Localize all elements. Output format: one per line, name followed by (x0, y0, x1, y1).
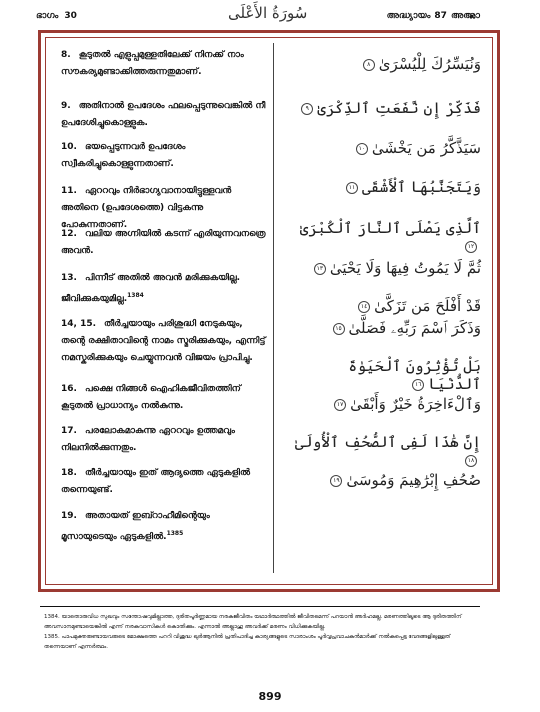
column-divider (273, 43, 274, 573)
arabic-verse-text: وَيَتَجَنَّبُهَا ٱلْأَشْقَى (361, 178, 481, 196)
verse-end-marker: ١٤ (358, 301, 370, 313)
content-frame (38, 30, 500, 592)
verse-end-marker: ١٦ (412, 379, 424, 391)
verse-end-marker: ١٣ (314, 263, 326, 275)
arabic-verse (291, 259, 481, 289)
footnote (44, 612, 480, 632)
arabic-verse (291, 219, 481, 249)
verse-text: അതിനാൽ ഉപദേശം ഫലപ്പെടുന്നുവെങ്കിൽ നീ ഉപദേശിച്ചുകൊള്ളുക. (61, 101, 266, 128)
part-indicator (36, 11, 83, 21)
verse-text: പിന്നീട് അതിൽ അവൻ മരിക്കുകയില്ല. ജീവിക്കുകയുമില്ല. (61, 273, 241, 304)
verse-text: വലിയ അഗ്നിയിൽ കടന്ന് എരിയുന്നവനത്രെ അവൻ. (61, 229, 266, 256)
arabic-verse-text: قَدْ أَفْلَحَ مَن تَزَكَّىٰ (374, 297, 481, 315)
chapter-indicator (383, 11, 480, 21)
verse-number: 14, 15. (61, 319, 97, 329)
arabic-verse (291, 99, 481, 129)
verse-translation (61, 98, 266, 132)
verse-translation (61, 226, 266, 260)
page-number: 899 (258, 690, 282, 703)
chapter-number: 87 (434, 11, 447, 21)
verse-end-marker: ١١ (346, 182, 358, 194)
arabic-verse-text: ثُمَّ لَا يَمُوتُ فِيهَا وَلَا يَحْيَىٰ (329, 259, 481, 277)
verse-number: 10. (61, 142, 77, 152)
verse-number: 12. (61, 229, 77, 239)
chapter-label: അദ്ധ്യായം (386, 11, 431, 21)
verse-number: 9. (61, 101, 71, 111)
arabic-verse-text: وَذَكَرَ ٱسْمَ رَبِّهِۦ فَصَلَّىٰ (348, 319, 481, 337)
arabic-verse-text: بَلْ تُؤْثِرُونَ ٱلْحَيَوٰةَ ٱلدُّنْيَا (348, 357, 481, 393)
footnote-separator (40, 606, 480, 607)
verse-text: പരലോകമാകുന്നു ഏററവും ഉത്തമവും നിലനിൽക്കുന്നതും. (61, 426, 235, 453)
arabic-verse (291, 139, 481, 169)
verse-translation (61, 270, 266, 308)
chapter-name: അഅ്ലാ (450, 11, 480, 21)
verse-text: കൂടുതൽ എളുപ്പമുള്ളതിലേക്ക് നിനക്ക് നാം സൗകര്യമുണ്ടാക്കിത്തരുന്നതുമാണ്. (61, 50, 244, 77)
arabic-verse (291, 395, 481, 425)
arabic-verse (291, 357, 481, 393)
verse-end-marker: ٩ (301, 103, 313, 115)
verse-number: 13. (61, 273, 77, 283)
verse-text: തീർച്ചയായും പരിശുദ്ധി നേടുകയും, തന്റെ രക്ഷിതാവിന്റെ നാമം സ്മരിക്കുകയും, എന്നിട്ട് നമസ്കരിക്കുകയും ചെയ്യുന്നവൻ വിജയം പ്രാപിച്ചു. (61, 319, 266, 363)
verse-translation (61, 423, 266, 457)
verse-text: ഭയപ്പെടുന്നവർ ഉപദേശം സ്വീകരിച്ചുകൊള്ളുന്നതാണ്. (61, 142, 186, 169)
part-number: 30 (64, 11, 77, 21)
verse-end-marker: ١٥ (333, 323, 345, 335)
verse-number: 16. (61, 384, 77, 394)
arabic-verse-text: سَيَذَّكَّرُ مَن يَخْشَىٰ (371, 139, 481, 157)
verse-end-marker: ١٢ (465, 241, 477, 253)
footnote-text: പാപമുക്തരുണ്ടായവരുടെ മോക്ഷത്തെ പററി വിശുദ്ധ ഖുർആനിൽ പ്രതിപാദിച്ച കാര്യങ്ങളുടെ സാരാംശം പൂർവ്വപ്രവാചകൻമാർക്ക് നൽകപ്പെട്ട വേദങ്ങളിലുള്ളത് തന്നെയാണ് എന്നർത്ഥം. (44, 634, 451, 650)
verse-number: 18. (61, 468, 77, 478)
arabic-verse (291, 319, 481, 349)
part-label: ഭാഗം (36, 11, 59, 21)
verse-text: ഏററവും നിർഭാഗ്യവാനായിട്ടുള്ളവൻ അതിനെ (ഉപദേശത്തെ) വിട്ടകന്നു പോകുന്നതാണ്. (61, 186, 232, 230)
footnote-ref: 1384 (127, 292, 144, 299)
verse-translation (61, 139, 266, 173)
verse-end-marker: ١٧ (334, 399, 346, 411)
arabic-verse (291, 55, 481, 85)
arabic-verse (291, 178, 481, 208)
verse-number: 8. (61, 50, 71, 60)
surah-title-calligraphy: سُورَةُ الأَعْلَى (228, 4, 308, 22)
footnotes (44, 612, 480, 652)
arabic-verse (291, 471, 481, 501)
verse-translation (61, 508, 266, 546)
arabic-verse-text: وَٱلْءَاخِرَةُ خَيْرٌ وَأَبْقَىٰ (350, 395, 481, 413)
page-header (0, 0, 540, 30)
footnote-id: 1384. (44, 614, 60, 620)
footnote (44, 632, 480, 652)
footnote-ref: 1385 (166, 530, 184, 537)
footnote-id: 1385. (44, 634, 60, 640)
verse-end-marker: ١٩ (330, 475, 342, 487)
arabic-verse (291, 433, 481, 463)
verse-number: 19. (61, 511, 77, 521)
verse-text: തീർച്ചയായും ഇത് ആദ്യത്തെ ഏടുകളിൽ തന്നെയുണ്ട്. (61, 468, 251, 495)
verse-text: അതായത് ഇബ്റാഹീമിന്റെയും മൂസായുടെയും ഏടുകളിൽ. (61, 511, 210, 542)
arabic-verse-text: صُحُفِ إِبْرَٰهِيمَ وَمُوسَىٰ (346, 471, 481, 489)
verse-end-marker: ١٠ (356, 143, 368, 155)
arabic-verse-text: إِنَّ هَٰذَا لَفِى ٱلصُّحُفِ ٱلْأُولَىٰ (294, 433, 481, 451)
footnote-text: യാതൊരുവിധ സുഖവും സന്തോഷവുമില്ലാത്ത, ദുരിതപൂർണ്ണമായ നരകജീവിതം യഥാർത്ഥത്തിൽ ജീവിതമെന്ന് പറയാൻ അർഹമല്ല. മരണത്തിലൂടെ ആ ദുരിതത്തിന് അവസാനമുണ്ടായെങ്കിൽ എന്ന് നരകവാസികൾ കൊതിക്കും. എന്നാൽ അല്ലാഹു അവർക്ക് മരണം വിധിക്കുകയില്ല. (44, 614, 462, 630)
verse-translation (61, 465, 266, 499)
verse-end-marker: ٨ (363, 59, 375, 71)
arabic-verse-text: فَذَكِّرْ إِن نَّفَعَتِ ٱلذِّكْرَىٰ (317, 99, 481, 117)
arabic-verse-text: وَنُيَسِّرُكَ لِلْيُسْرَىٰ (378, 55, 481, 73)
verse-translation (61, 47, 266, 81)
verse-number: 17. (61, 426, 77, 436)
verse-end-marker: ١٨ (465, 455, 477, 467)
verse-number: 11. (61, 186, 77, 196)
verse-text: പക്ഷെ നിങ്ങൾ ഐഹികജീവിതത്തിന് കൂടുതൽ പ്രാധാന്യം നൽകുന്നു. (61, 384, 241, 411)
verse-translation (61, 381, 266, 415)
arabic-verse-text: ٱلَّذِى يَصْلَى ٱلنَّارَ ٱلْكُبْرَىٰ (299, 219, 481, 237)
verse-translation (61, 316, 266, 367)
